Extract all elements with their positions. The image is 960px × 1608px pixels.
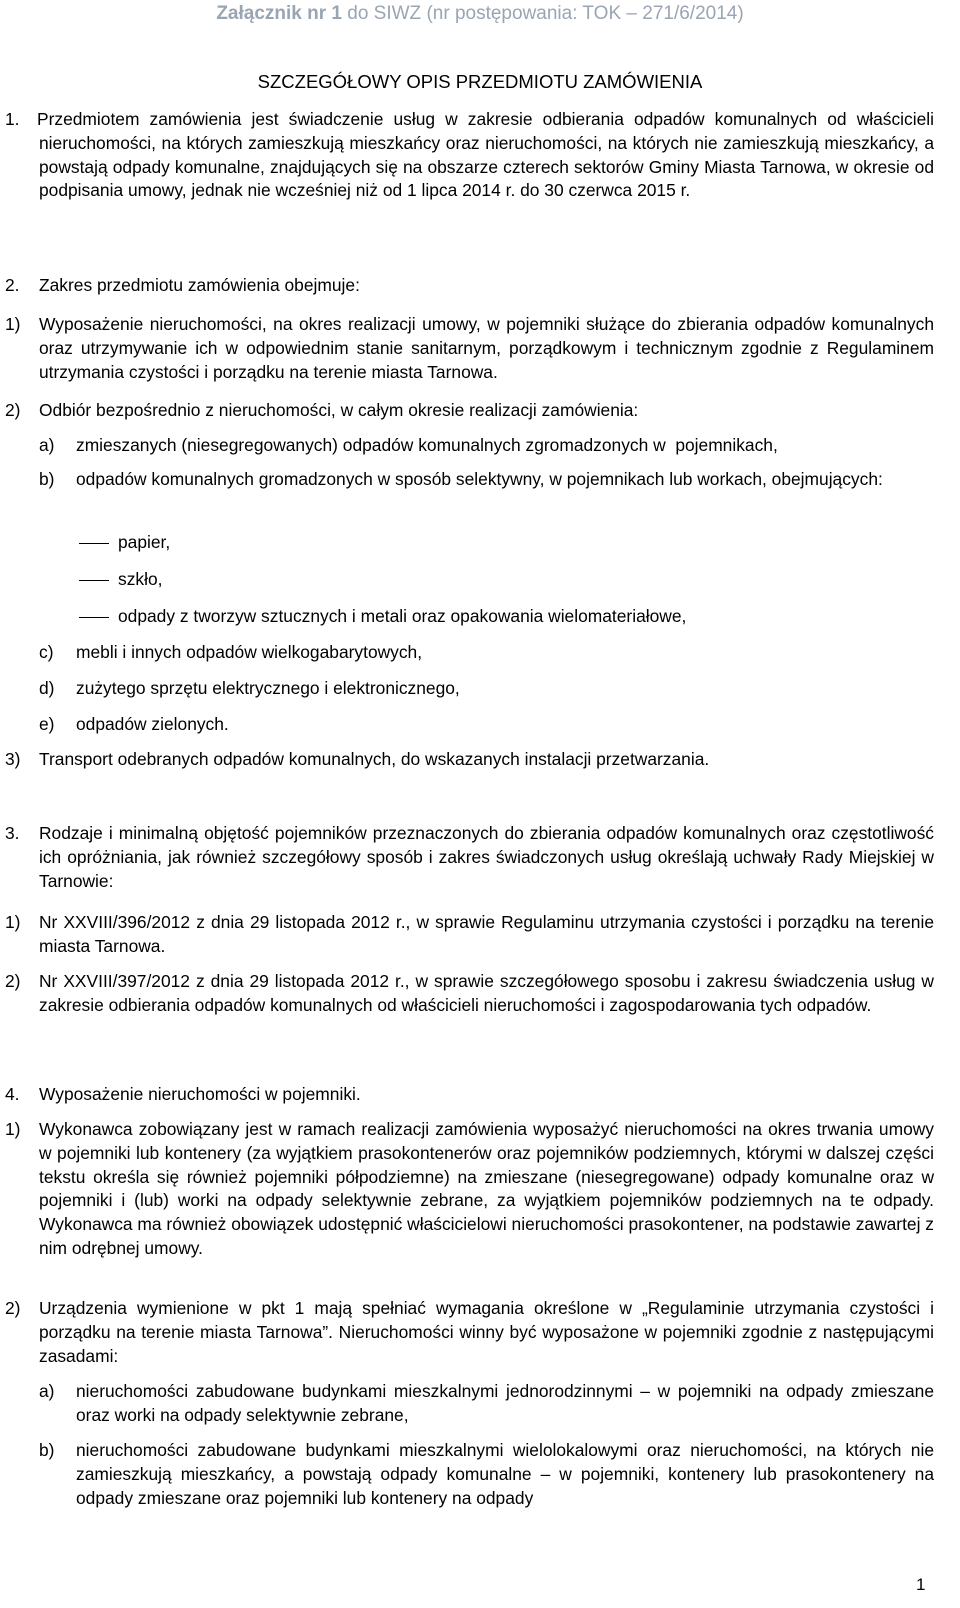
s3-item-2-text: Nr XXVIII/397/2012 z dnia 29 listopada 2012 r., w sprawie szczegółowego sposobu i zakresu świadczenia usług w zakresie odbierania odpadów komunalnych od właścicieli nieruchomości i zagospodarowania tych odpadów. xyxy=(39,971,934,1015)
s4-sub-b-text: nieruchomości zabudowane budynkami mieszkalnymi wielolokalowymi oraz nieruchomości, na których nie zamieszkują mieszkańcy, a powstają odpady komunalne – w pojemniki, kontenery lub prasokontenery na odpady zmieszane oraz pojemniki lub kontenery na odpady xyxy=(76,1440,934,1508)
attachment-header xyxy=(0,2,960,26)
section-3-number: 3. xyxy=(5,823,20,843)
dash-item-paper: papier, xyxy=(118,532,171,552)
s2-sub-d-label: d) xyxy=(39,678,55,698)
s2-sub-e-label: e) xyxy=(39,714,55,734)
s4-sub-b-label: b) xyxy=(39,1440,55,1460)
s2-sub-d-text: zużytego sprzętu elektrycznego i elektronicznego, xyxy=(76,678,460,698)
s2-sub-b-text: odpadów komunalnych gromadzonych w sposób selektywny, w pojemnikach lub workach, obejmujących: xyxy=(76,469,883,489)
section-2-number: 2. xyxy=(5,275,20,295)
s2-sub-a-text: zmieszanych (niesegregowanych) odpadów komunalnych zgromadzonych w pojemnikach, xyxy=(76,435,778,455)
s2-item-2-text: Odbiór bezpośrednio z nieruchomości, w całym okresie realizacji zamówienia: xyxy=(39,400,639,420)
s2-item-2-number: 2) xyxy=(5,400,21,420)
dash-item-glass: szkło, xyxy=(118,569,163,589)
s2-sub-a-label: a) xyxy=(39,435,55,455)
section-1-text xyxy=(39,108,934,203)
dash-bullet xyxy=(79,580,109,581)
section-3-text: Rodzaje i minimalną objętość pojemników przeznaczonych do zbierania odpadów komunalnych oraz częstotliwość ich opróżniania, jak również szczegółowy sposób i zakres świadczonych usług określają uchwały Rady Miejskiej w Tarnowie: xyxy=(39,823,934,891)
dash-item-plastics-metals: odpady z tworzyw sztucznych i metali oraz opakowania wielomateriałowe, xyxy=(118,606,687,626)
attachment-reference: do SIWZ (nr postępowania: TOK – 271/6/2014) xyxy=(341,3,744,24)
s2-item-3-number: 3) xyxy=(5,749,21,769)
attachment-number: Załącznik nr 1 xyxy=(216,3,342,24)
section-2-heading: Zakres przedmiotu zamówienia obejmuje: xyxy=(39,275,360,295)
section-1-paragraph: Przedmiotem zamówienia jest świadczenie usług w zakresie odbierania odpadów komunalnych od właścicieli nieruchomości, na których zamieszkują mieszkańcy oraz nieruchomości, na których nie zamieszkują mieszkańcy, a powstają odpady komunalne, znajdujących się na obszarze czterech sektorów Gminy Miasta Tarnowa, w okresie od podpisania umowy, jednak nie wcześniej niż od 1 lipca 2014 r. do 30 czerwca 2015 r. xyxy=(37,109,934,201)
document-title: SZCZEGÓŁOWY OPIS PRZEDMIOTU ZAMÓWIENIA xyxy=(257,71,703,92)
s3-item-1-text: Nr XXVIII/396/2012 z dnia 29 listopada 2012 r., w sprawie Regulaminu utrzymania czystości i porządku na terenie miasta Tarnowa. xyxy=(39,912,934,956)
page-number: 1 xyxy=(916,1575,926,1594)
s2-sub-c-label: c) xyxy=(39,642,54,662)
s2-sub-e-text: odpadów zielonych. xyxy=(76,714,229,734)
s3-item-1-number: 1) xyxy=(5,912,21,932)
dash-bullet xyxy=(79,543,109,544)
section-4-heading: Wyposażenie nieruchomości w pojemniki. xyxy=(39,1084,361,1104)
section-4-number: 4. xyxy=(5,1084,20,1104)
s3-item-2-number: 2) xyxy=(5,971,21,991)
s2-item-1-number: 1) xyxy=(5,314,21,334)
s2-sub-b-label: b) xyxy=(39,469,55,489)
section-1-number: 1. xyxy=(5,109,20,129)
s4-item-1-text: Wykonawca zobowiązany jest w ramach realizacji zamówienia wyposażyć nieruchomości na okres trwania umowy w pojemniki lub kontenery (za wyjątkiem prasokontenerów oraz pojemników podziemnych, którymi w dalszej części tekstu określa się również pojemniki półpodziemne) na zmieszane (niesegregowane) odpady komunalne oraz w pojemniki i (lub) worki na odpady selektywnie zebrane, za wyjątkiem pojemników podziemnych na te odpady. Wykonawca ma również obowiązek udostępnić właścicielowi nieruchomości prasokontener, na podstawie zawartej z nim odrębnej umowy. xyxy=(39,1119,934,1258)
s4-sub-a-label: a) xyxy=(39,1381,55,1401)
s2-item-3-text: Transport odebranych odpadów komunalnych, do wskazanych instalacji przetwarzania. xyxy=(39,749,710,769)
s2-item-1-text: Wyposażenie nieruchomości, na okres realizacji umowy, w pojemniki służące do zbierania odpadów komunalnych oraz utrzymywanie ich w odpowiednim stanie sanitarnym, porządkowym i technicznym zgodnie z Regulaminem utrzymania czystości i porządku na terenie miasta Tarnowa. xyxy=(39,314,934,382)
s4-item-1-number: 1) xyxy=(5,1119,21,1139)
s4-item-2-number: 2) xyxy=(5,1298,21,1318)
s4-sub-a-text: nieruchomości zabudowane budynkami mieszkalnymi jednorodzinnymi – w pojemniki na odpady zmieszane oraz worki na odpady selektywnie zebrane, xyxy=(76,1381,934,1425)
s2-sub-c-text: mebli i innych odpadów wielkogabarytowych, xyxy=(76,642,423,662)
dash-bullet xyxy=(79,617,109,618)
s4-item-2-text: Urządzenia wymienione w pkt 1 mają spełniać wymagania określone w „Regulaminie utrzymania czystości i porządku na terenie miasta Tarnowa”. Nieruchomości winny być wyposażone w pojemniki zgodnie z następującymi zasadami: xyxy=(39,1298,934,1366)
